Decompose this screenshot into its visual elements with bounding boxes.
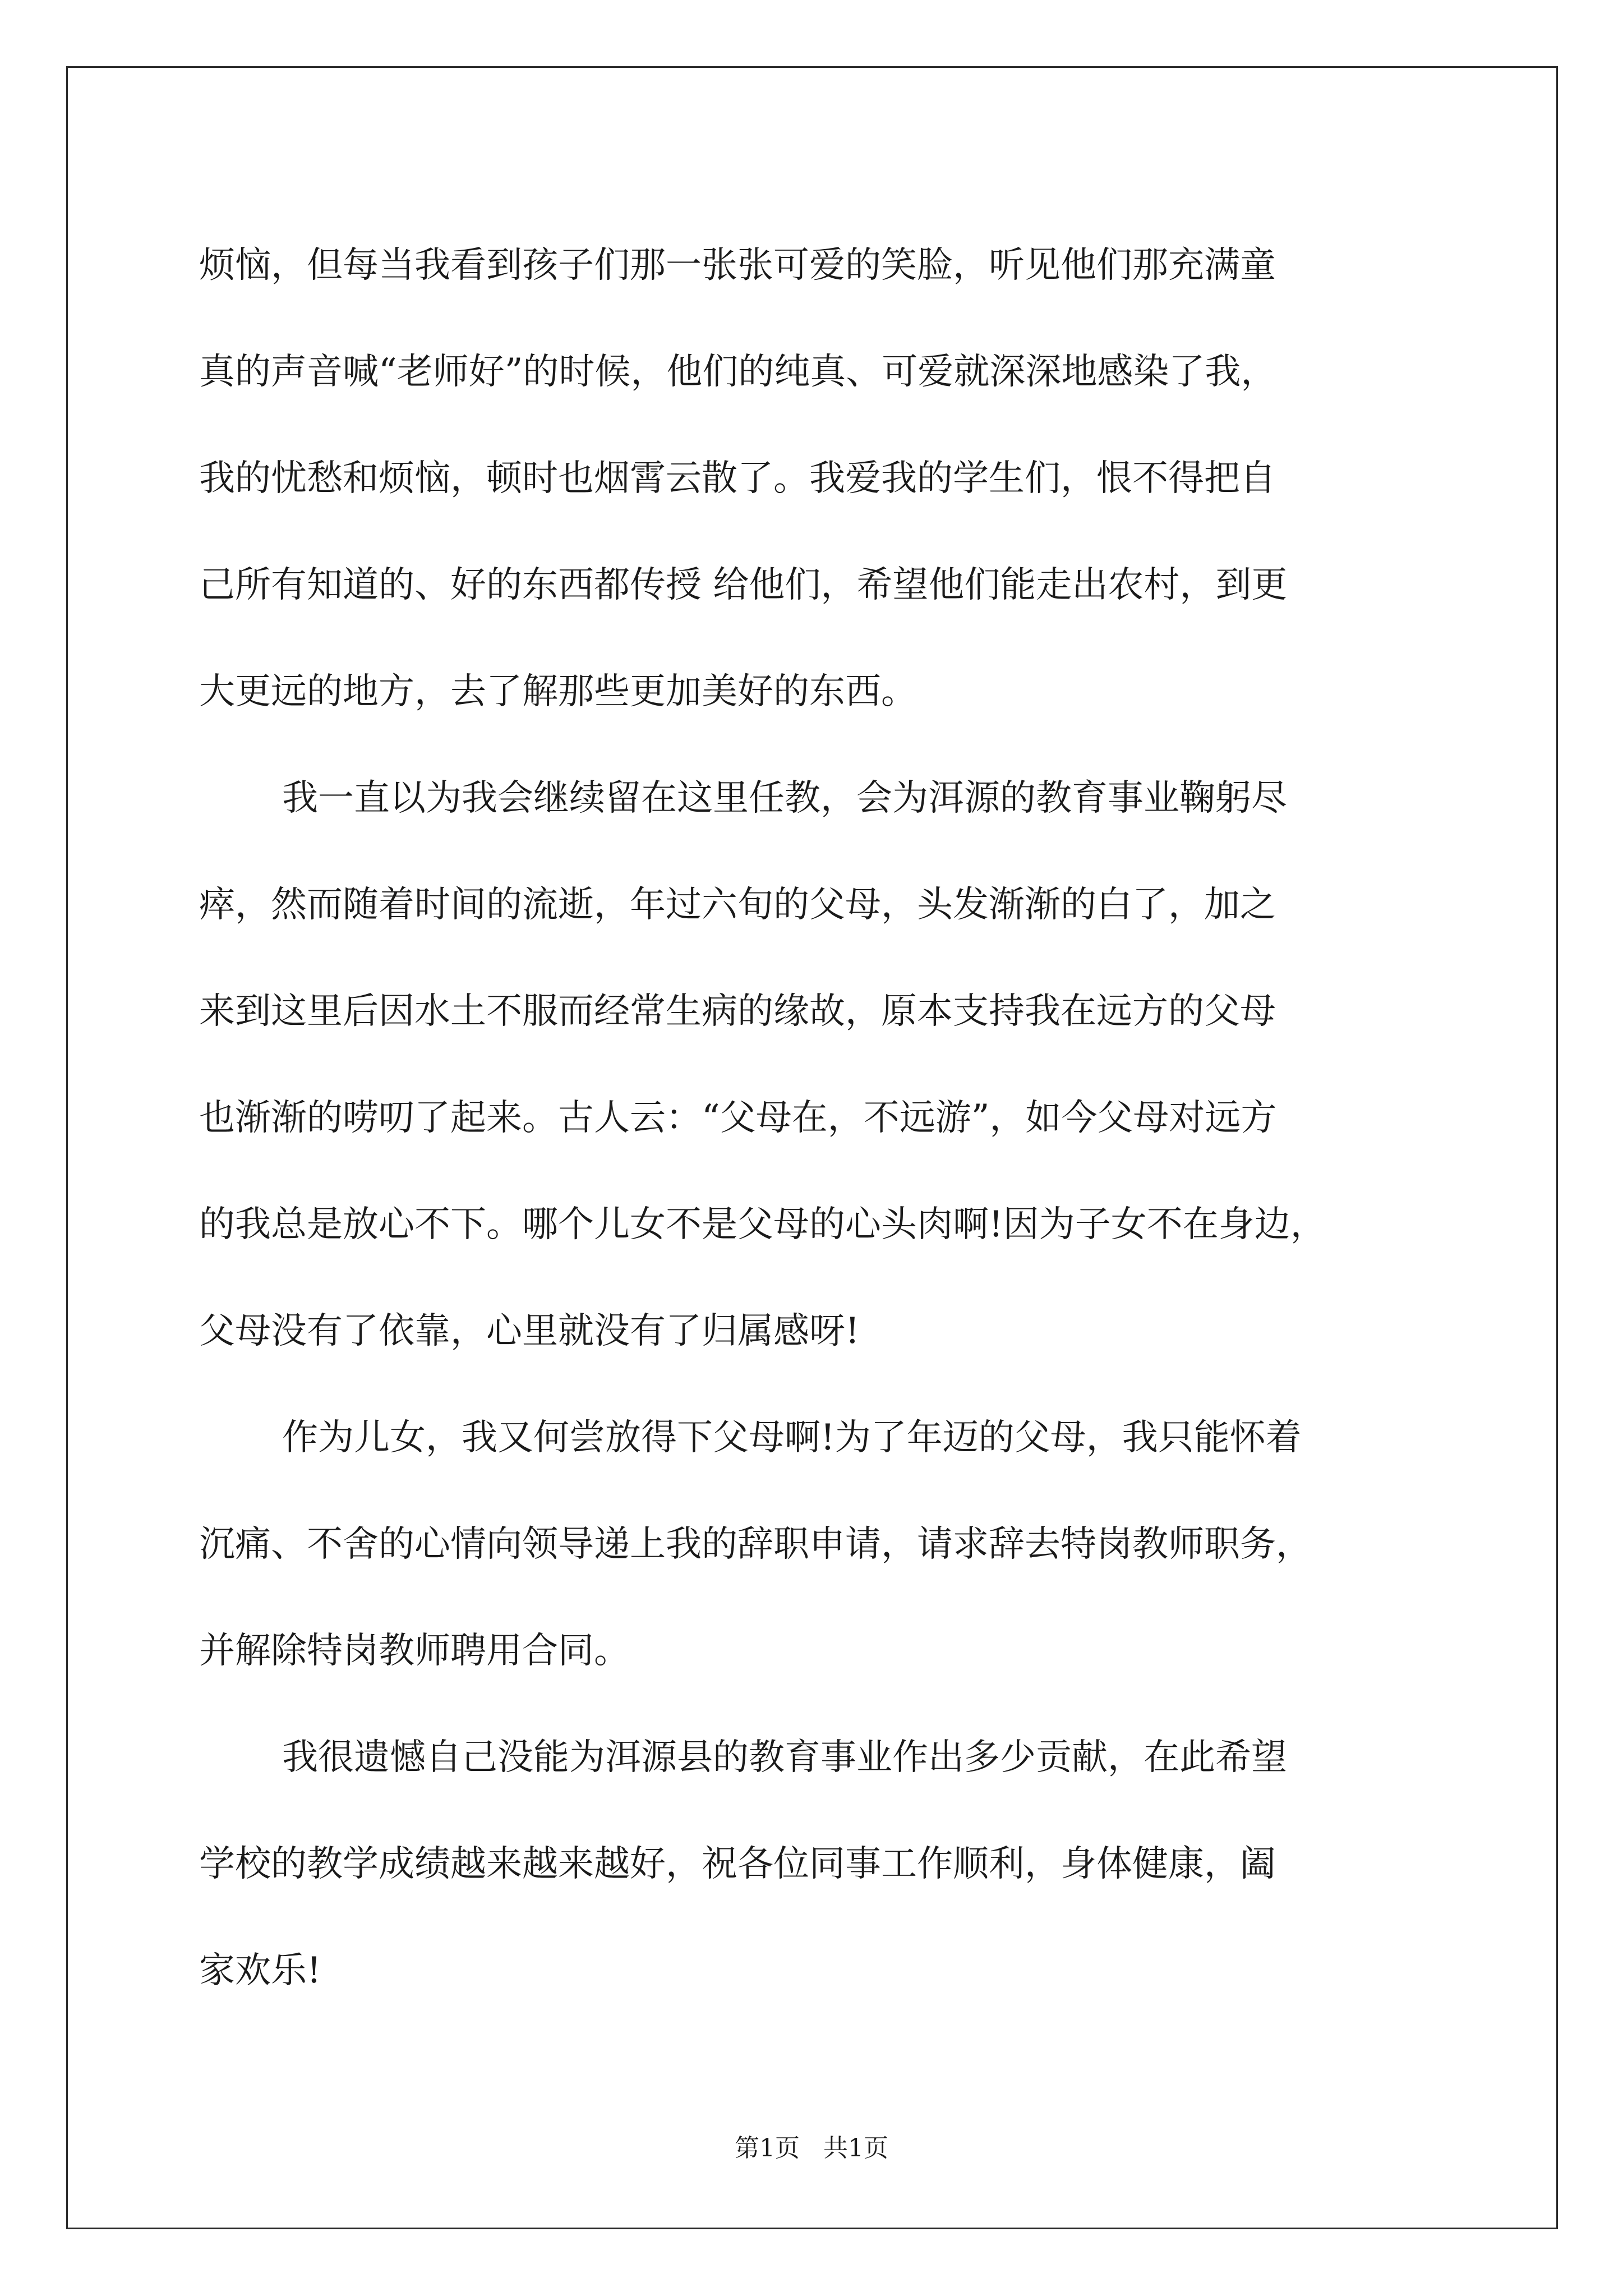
document-body xyxy=(199,212,1461,2024)
page-footer: 第1页 共1页 xyxy=(735,2134,888,2162)
text-line: 并解除特岗教师聘用合同。 xyxy=(199,1630,630,1672)
text-line: 家欢乐! xyxy=(199,1950,321,1991)
text-line: 沉痛、不舍的心情向领导递上我的辞职申请，请求辞去特岗教师职务， xyxy=(199,1524,1312,1565)
text-line: 瘁，然而随着时间的流逝，年过六旬的父母，头发渐渐的白了，加之 xyxy=(199,884,1276,926)
text-line: 作为儿女，我又何尝放得下父母啊!为了年迈的父母，我只能怀着 xyxy=(282,1417,1302,1458)
text-line: 父母没有了依靠，心里就没有了归属感呀! xyxy=(199,1310,860,1352)
text-line: 己所有知道的、好的东西都传授 给他们，希望他们能走出农村，到更 xyxy=(199,564,1288,606)
text-line: 我的忧愁和烦恼，顿时也烟霄云散了。我爱我的学生们，恨不得把自 xyxy=(199,458,1276,499)
text-line: 的我总是放心不下。哪个儿女不是父母的心头肉啊!因为子女不在身边， xyxy=(199,1204,1326,1245)
text-line: 我很遗憾自己没能为洱源县的教育事业作出多少贡献，在此希望 xyxy=(282,1737,1287,1778)
text-line: 来到这里后因水土不服而经常生病的缘故，原本支持我在远方的父母 xyxy=(199,991,1276,1032)
text-line: 烦恼，但每当我看到孩子们那一张张可爱的笑脸，听见他们那充满童 xyxy=(199,245,1276,286)
text-line: 学校的教学成绩越来越来越好，祝各位同事工作顺利，身体健康，阖 xyxy=(199,1843,1276,1885)
text-line: 大更远的地方，去了解那些更加美好的东西。 xyxy=(199,671,917,712)
text-line: 我一直以为我会继续留在这里任教，会为洱源的教育事业鞠躬尽 xyxy=(282,777,1287,819)
text-line: 也渐渐的唠叨了起来。古人云：“父母在，不远游”，如今父母对远方 xyxy=(199,1097,1277,1139)
text-line: 真的声音喊“老师好”的时候，他们的纯真、可爱就深深地感染了我， xyxy=(199,351,1277,393)
